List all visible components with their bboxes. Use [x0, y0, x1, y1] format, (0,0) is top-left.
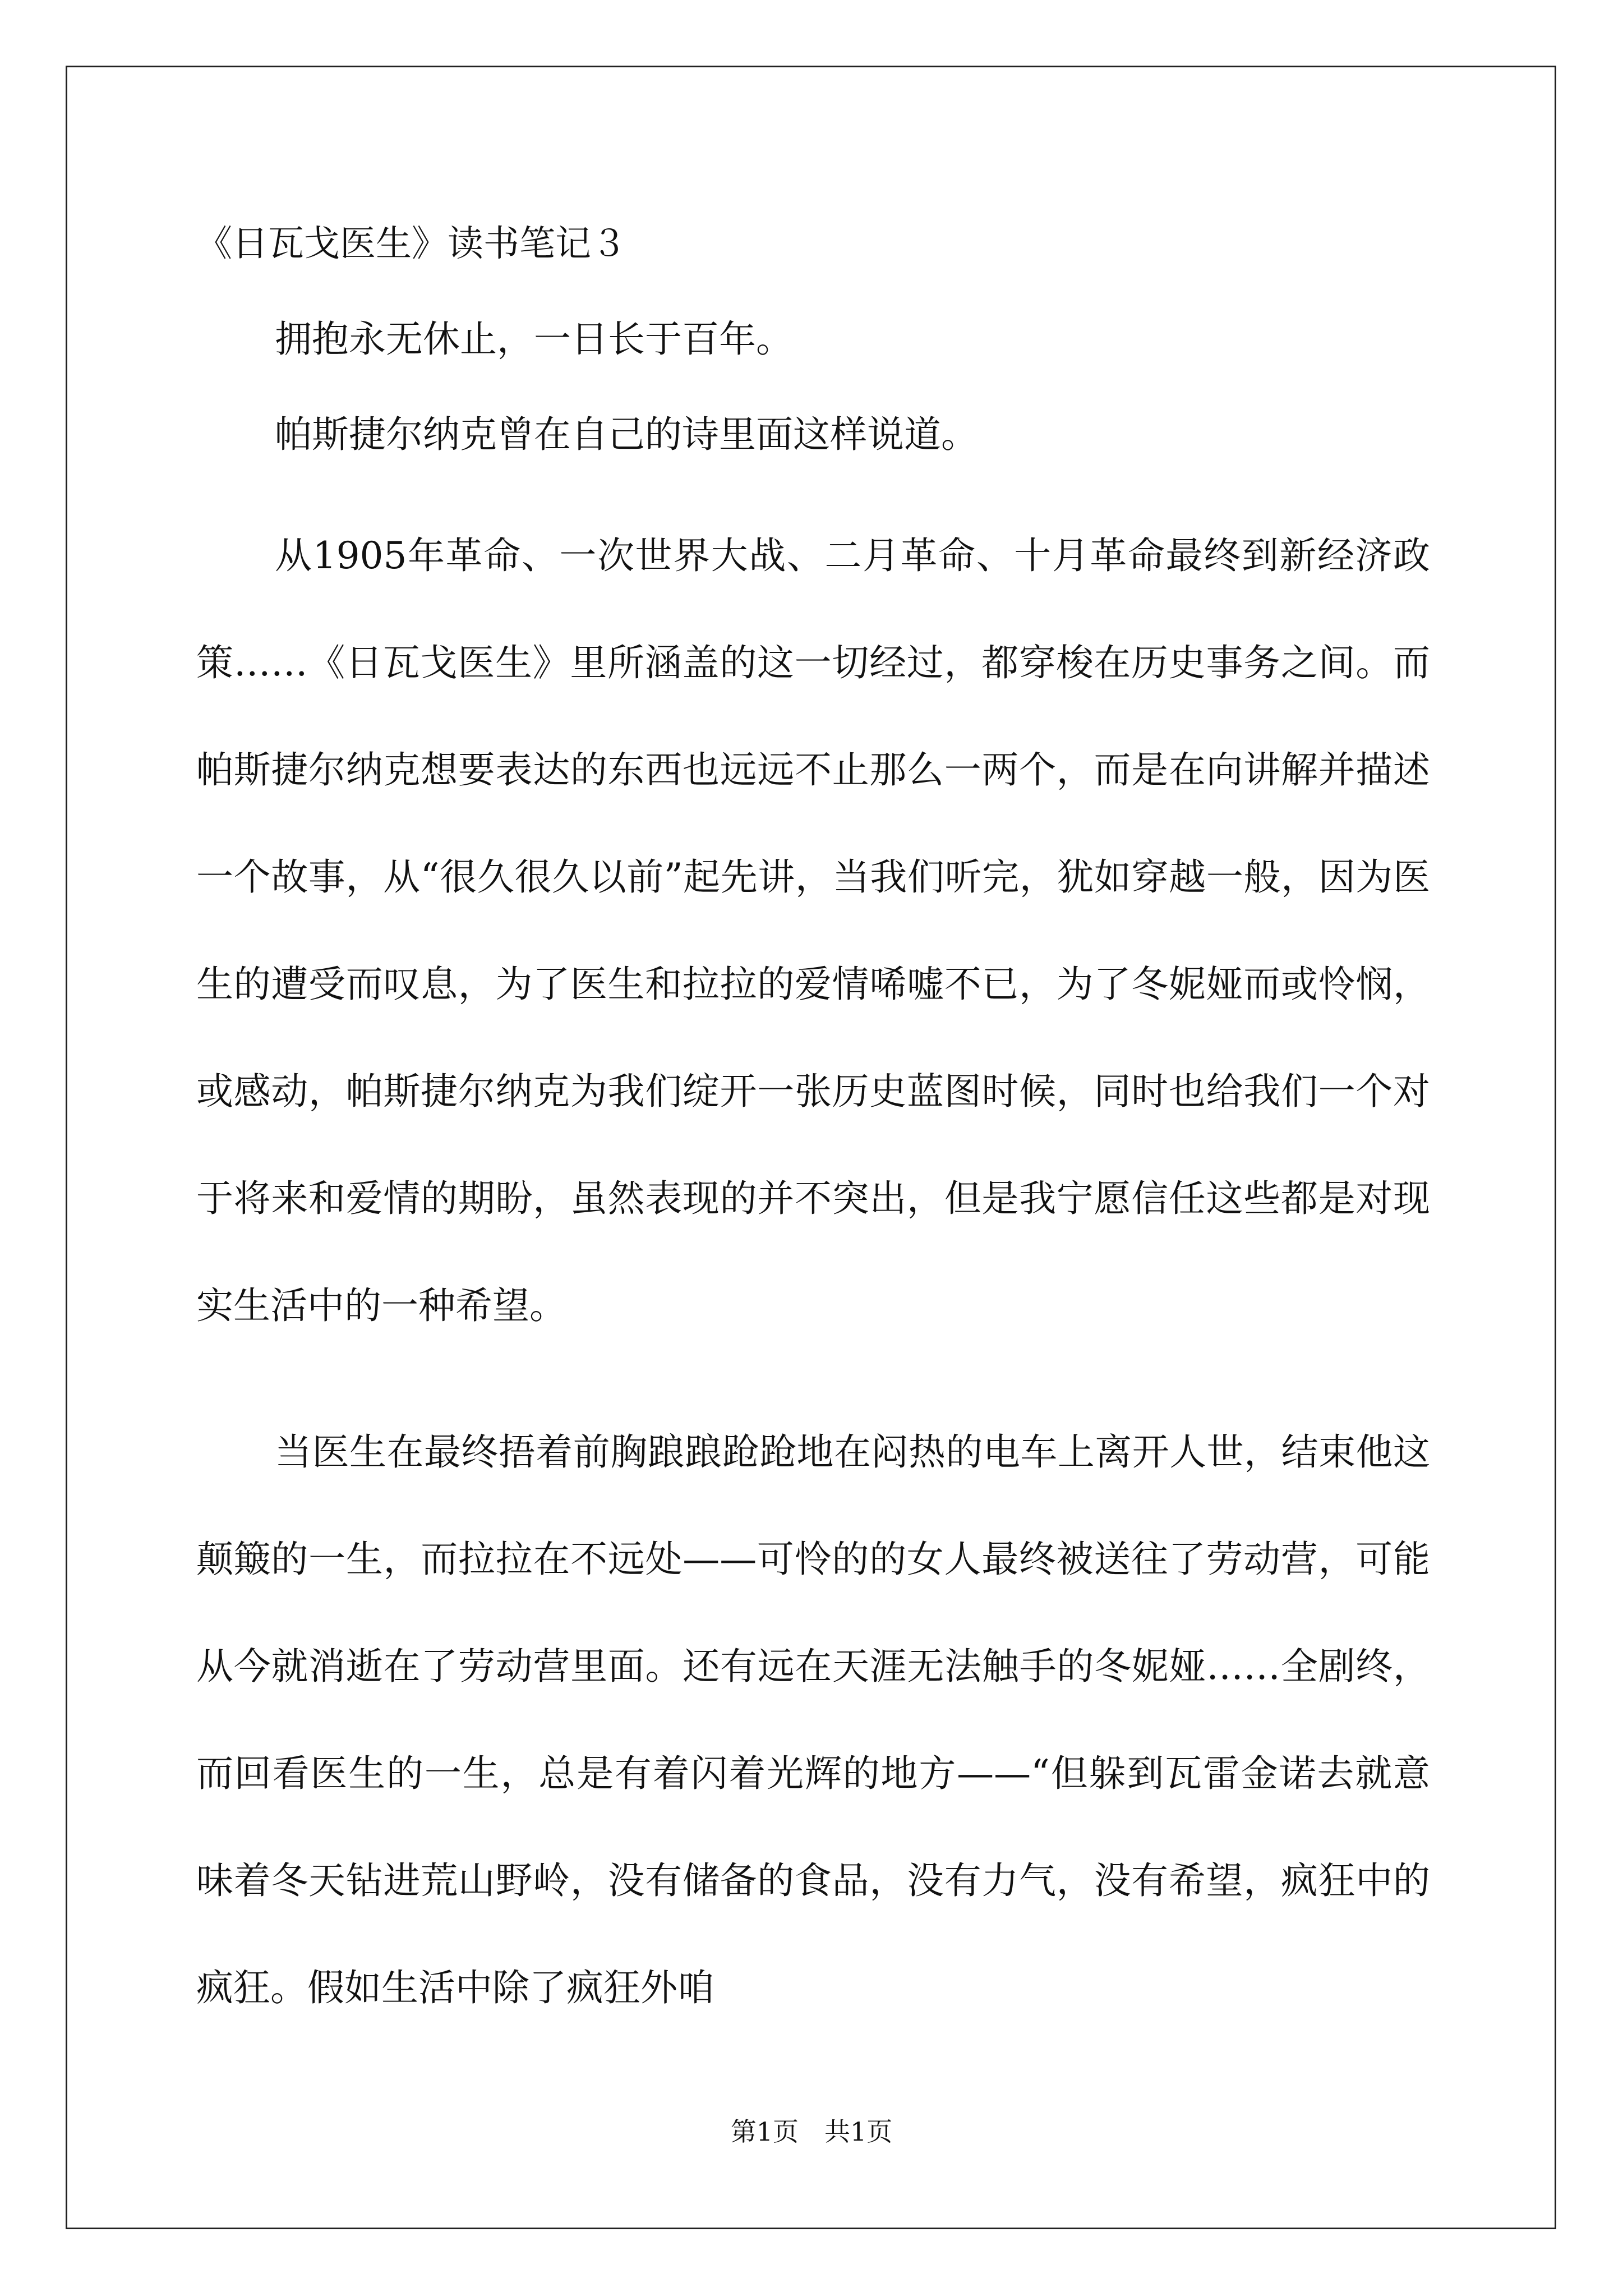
paragraph-3: 从1905年革命、一次世界大战、二月革命、十月革命最终到新经济政策……《日瓦戈医生》里所涵盖的这一切经过，都穿梭在历史事务之间。而帕斯捷尔纳克想要表达的东西也远远不止那么一两个，而是在向讲解并描述一个故事，从“很久很久以前”起先讲，当我们听完，犹如穿越一般，因为医生的遭受而叹息，为了医生和拉拉的爱情唏嘘不已，为了冬妮娅而或怜悯，或感动，帕斯捷尔纳克为我们绽开一张历史蓝图时候，同时也给我们一个对于将来和爱情的期盼，虽然表现的并不突出，但是我宁愿信任这些都是对现实生活中的一种希望。: [196, 534, 1430, 1327]
paragraph-1: 拥抱永无休止，一日长于百年。: [275, 318, 793, 361]
paragraph-4: 当医生在最终捂着前胸踉踉跄跄地在闷热的电车上离开人世，结束他这颠簸的一生，而拉拉在不远处——可怜的的女人最终被送往了劳动营，可能从今就消逝在了劳动营里面。还有远在天涯无法触手的冬妮娅……全剧终，而回看医生的一生，总是有着闪着光辉的地方——“但躲到瓦雷金诺去就意味着冬天钻进荒山野岭，没有储备的食品，没有力气，没有希望，疯狂中的疯狂。假如生活中除了疯狂外咱: [196, 1430, 1430, 2009]
page-footer: 第1页 共1页: [730, 2116, 893, 2147]
paragraph-2: 帕斯捷尔纳克曾在自己的诗里面这样说道。: [275, 413, 978, 456]
document-body: [196, 216, 1430, 2081]
document-title: 《日瓦戈医生》读书笔记３: [196, 223, 627, 265]
